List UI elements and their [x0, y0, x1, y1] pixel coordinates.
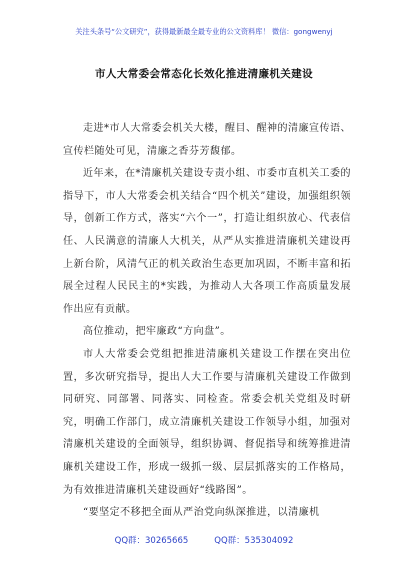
footer-contact [0, 534, 408, 546]
paragraph-3-heading: 高位推动，把牢廉政“方向盘”。 [83, 326, 231, 338]
document-body [63, 118, 351, 528]
header-promo-note: 关注头条号“公文研究”，获得最新最全最专业的公文资料库！ 微信：gongwenyj [75, 27, 333, 36]
paragraph-2: 近年来，在*清廉机关建设专责小组、市委市直机关工委的指导下，市人大常委会机关结合“四个机关”建设，加强组织领导，创新工作方式，落实“六个一”，打造让组织放心、代表信任、人民满意的清廉人大机关，从严从实推进清廉机关建设再上新台阶，风清气正的机关政治生态更加巩固，不断丰富和拓展全过程人民民主的*实践，为推动人大各项工作高质量发展作出应有贡献。 [63, 168, 351, 315]
document-title: 市人大常委会常态化长效化推进清廉机关建设 [95, 68, 313, 80]
footer-qq-group-2: QQ群：535304092 [214, 536, 294, 546]
paragraph-4: 市人大常委会党组把推进清廉机关建设工作摆在突出位置，多次研究指导，提出人大工作要与清廉机关建设工作做到同研究、同部署、同落实、同检查。常委会机关党组及时研究，明确工作部门，成立清廉机关建设工作领导小组，加强对清廉机关建设的全面领导，组织协调、督促指导和统筹推进清廉机关建设工作，形成一级抓一级、层层抓落实的工作格局，为有效推进清廉机关建设画好“线路图”。 [63, 348, 351, 496]
paragraph-5: “要坚定不移把全面从严治党向纵深推进，以清廉机 [83, 507, 320, 519]
paragraph-1: 走进*市人大常委会机关大楼，醒目、醒神的清廉宣传语、宣传栏随处可见，清廉之香芬芳馥郁。 [63, 123, 351, 157]
footer-qq-group-1: QQ群：30265665 [114, 536, 189, 546]
